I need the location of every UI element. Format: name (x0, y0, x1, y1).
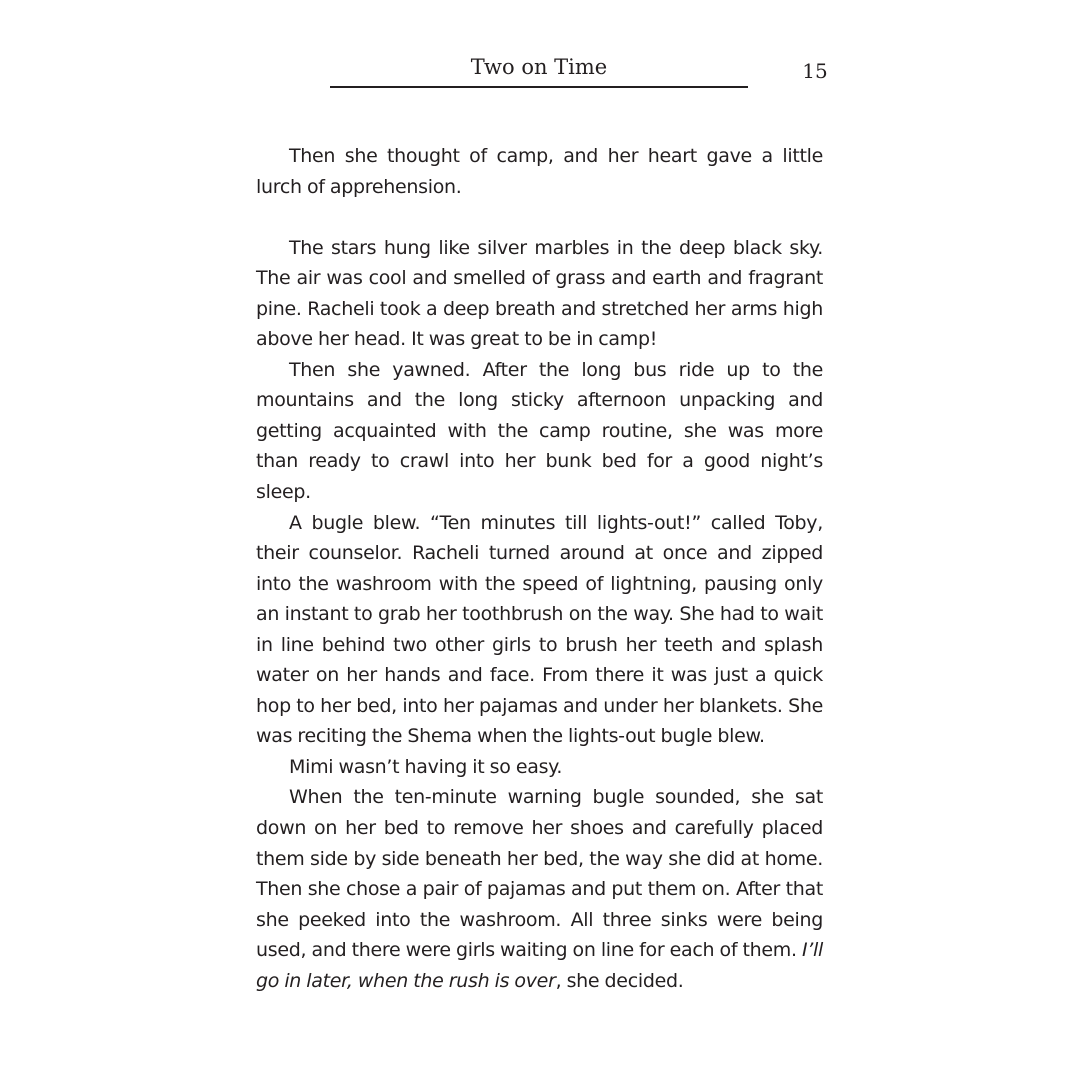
paragraph-6-end: , she decided. (555, 969, 684, 992)
paragraph-6-italic-thought: I’ll go in later, when the rush is over (256, 939, 823, 992)
page-number: 15 (802, 59, 828, 83)
paragraph-3: Then she yawned. After the long bus ride up to the mountains and the long sticky afternoon unpacking and getting acquainted with the camp routine, she was more than ready to crawl into her bunk bed for a good night’s sleep. (256, 358, 823, 504)
paragraph-6 (256, 782, 823, 996)
paragraph-2: The stars hung like silver marbles in the deep black sky. The air was cool and smelled of grass and earth and fragrant pine. Racheli took a deep breath and stretched her arms high above her head. It was great to be in camp! (256, 236, 823, 351)
paragraph-4: A bugle blew. “Ten minutes till lights-out!” called Toby, their counselor. Racheli turned around at once and zipped into the washroom with the speed of lightning, pausing only an instant to grab her toothbrush on the way. She had to wait in line behind two other girls to brush her teeth and splash water on her hands and face. From there it was just a quick hop to her bed, into her pajamas and under her blankets. She was reciting the Shema when the lights-out bugle blew. (256, 511, 823, 748)
body-text (256, 141, 823, 996)
paragraph-5: Mimi wasn’t having it so easy. (289, 755, 563, 778)
paragraph-1: Then she thought of camp, and her heart gave a little lurch of apprehension. (256, 145, 823, 198)
running-title: Two on Time (470, 55, 608, 79)
running-head (330, 52, 748, 88)
paragraph-6-start: When the ten-minute warning bugle sounded, she sat down on her bed to remove her shoes and carefully placed them side by side beneath her bed, the way she did at home. Then she chose a pair of pajamas and put them on. After that she peeked into the washroom. All three sinks were being used, and there were girls waiting on line for each of them. (256, 786, 823, 962)
